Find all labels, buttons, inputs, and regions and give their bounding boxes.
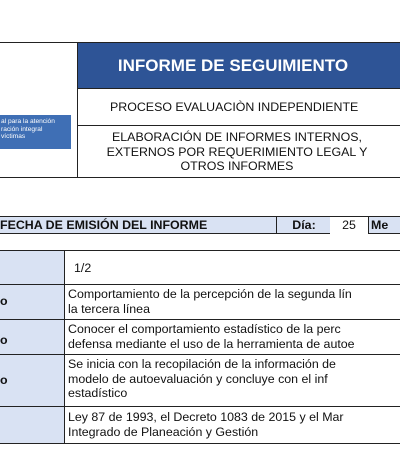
row-value — [65, 320, 400, 351]
row-label-text: o — [0, 294, 8, 308]
day-label: Día: — [276, 217, 332, 234]
month-label: Me — [371, 218, 389, 232]
emission-date-row — [0, 216, 400, 234]
row-value — [65, 251, 400, 276]
row-line: Ley 87 de 1993, el Decreto 1083 de 2015 y el Mar — [68, 410, 344, 424]
table-row — [0, 319, 400, 354]
row-value — [65, 355, 400, 401]
row-line: defensa mediante el uso de la herramienta de autoe — [68, 336, 355, 351]
table-row — [0, 406, 400, 444]
row-value — [65, 285, 400, 316]
emission-date-label: FECHA DE EMISIÓN DEL INFORME — [0, 218, 208, 232]
table-row — [0, 250, 400, 284]
row-line: estadístico — [68, 386, 128, 400]
report-details-table — [0, 250, 400, 444]
logo — [1, 118, 71, 141]
row-line: la tercera línea — [68, 301, 150, 316]
table-row — [0, 284, 400, 319]
subprocess-line: EXTERNOS POR REQUERIMIENTO LEGAL Y — [106, 144, 368, 159]
row-line: modelo de autoevaluación y concluye con el inf — [68, 371, 328, 386]
logo-cell — [0, 42, 78, 178]
day-value: 25 — [330, 217, 369, 234]
subprocess-name — [77, 126, 400, 178]
row-label — [0, 355, 65, 406]
row-line: Se inicia con la recopilación de la información de — [68, 357, 336, 371]
logo-line: víctimas — [1, 133, 26, 141]
row-label-text: o — [0, 373, 8, 387]
report-title: INFORME DE SEGUIMIENTO — [77, 42, 400, 89]
row-label — [0, 251, 65, 284]
row-value — [65, 407, 400, 439]
row-line: Conocer el comportamiento estadístico de la perc — [68, 322, 341, 336]
logo-line: al para la atención — [1, 118, 55, 125]
subprocess-line: OTROS INFORMES — [180, 159, 294, 173]
row-line: Comportamiento de la percepción de la segunda lín — [68, 287, 352, 301]
row-line: 1/2 — [74, 261, 92, 275]
table-row — [0, 354, 400, 406]
process-name: PROCESO EVALUACIÒN INDEPENDIENTE — [77, 88, 400, 126]
row-label — [0, 285, 65, 319]
logo-line: ración integral — [1, 125, 43, 133]
row-line: Integrado de Planeación y Gestión — [68, 424, 259, 439]
row-label — [0, 320, 65, 354]
row-label-text: o — [0, 333, 8, 347]
subprocess-line: ELABORACIÓN DE INFORMES INTERNOS, — [112, 130, 362, 144]
row-label — [0, 407, 65, 443]
